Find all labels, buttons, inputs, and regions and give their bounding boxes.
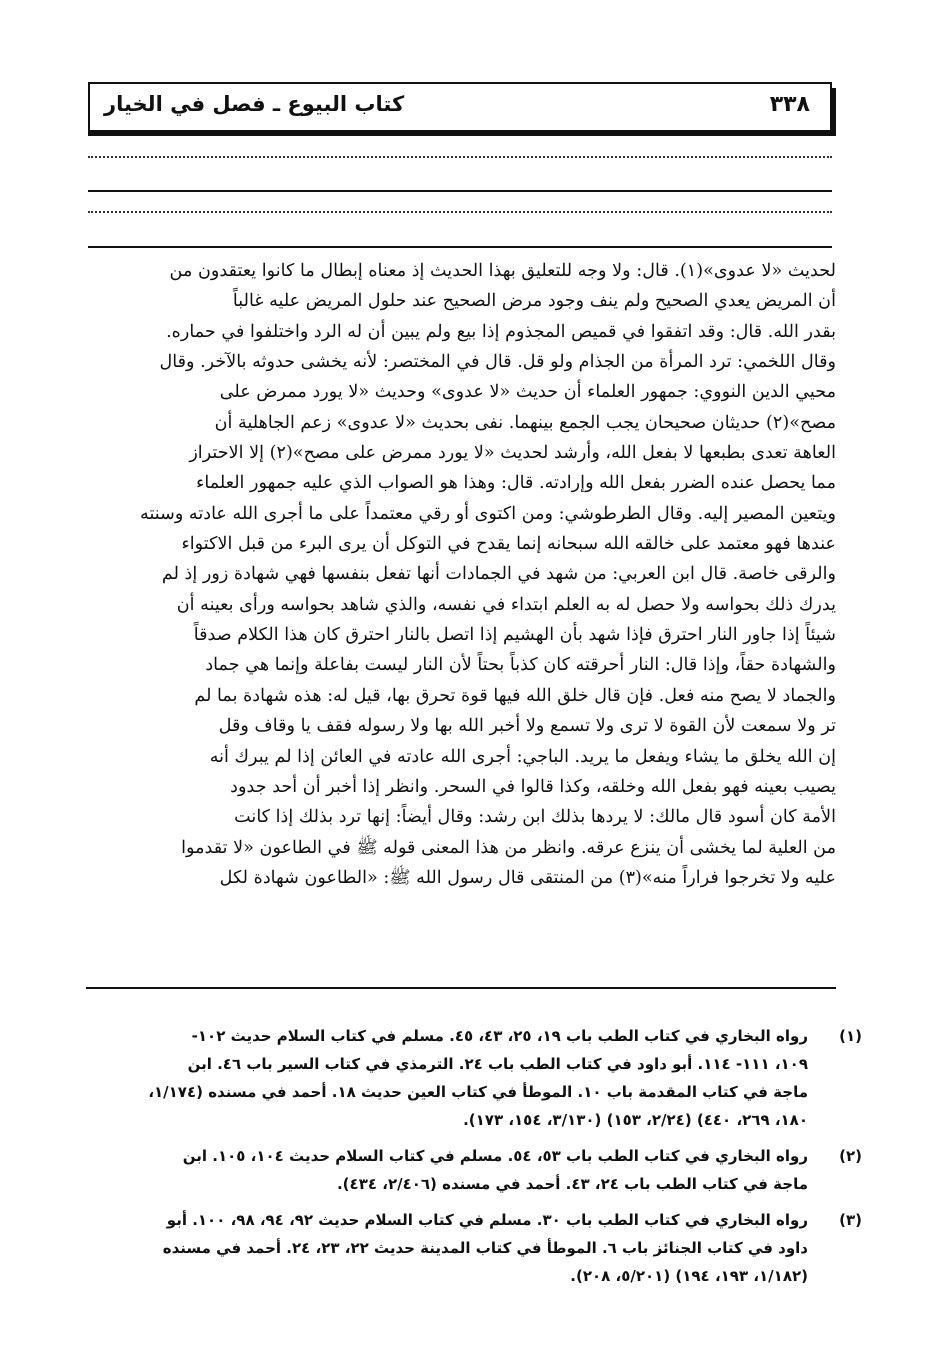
text-line: تر ولا سمعت لأن القوة لا ترى ولا تسمع ولا أخبر الله بها ولا رسوله فقف يا وقاف وقل	[218, 716, 836, 737]
footnotes	[86, 1022, 866, 1298]
footnote-line: داود في كتاب الجنائز باب ٦. الموطأ في كتاب المدينة حديث ٢٢، ٢٣، ٢٤. أحمد في مسنده	[162, 1239, 808, 1257]
page-header	[88, 82, 832, 132]
text-line: من العلية لما يخشى أن ينزع عرقه. وانظر من هذا المعنى قوله ﷺ في الطاعون «لا تقدموا	[181, 837, 836, 858]
dotted-line	[88, 211, 832, 213]
footnote-number: (٢)	[839, 1147, 862, 1165]
footnote-separator	[86, 987, 836, 989]
text-line: لحديث «لا عدوى»(١). قال: ولا وجه للتعليق بهذا الحديث إذ معناه إبطال ما كانوا يعتقدون من	[169, 261, 836, 281]
text-line: يصيب بعينه فهو بفعل الله وخلقه، وكذا قالوا في السحر. وانظر إذا أخبر أن أحد جدود	[230, 776, 836, 797]
text-line: محيي الدين النووي: جمهور العلماء أن حديث «لا عدوى» وحديث «لا يورد ممرض على	[219, 382, 836, 403]
footnote-text	[86, 1022, 808, 1134]
footnote-3	[86, 1206, 866, 1290]
text-line: مصح»(٢) حديثان صحيحان يجب الجمع بينهما. نفى بحديث «لا عدوى» زعم الجاهلية أن	[214, 412, 836, 433]
text-line: مما يحصل عنده الضرر بفعل الله وإرادته. قال: وهذا هو الصواب الذي عليه جمهور العلماء	[196, 473, 836, 494]
main-text	[86, 256, 836, 893]
footnote-number: (٣)	[839, 1211, 862, 1229]
text-line: شيئاً إذا جاور النار احترق فإذا شهد بأن الهشيم إذا اتصل بالنار احترق كان هذا الكلام صدقاً	[193, 625, 836, 646]
footnote-text	[86, 1142, 808, 1198]
text-line: والجماد لا يصح منه فعل. فإن قال خلق الله فيها قوة تحرق بها، قيل له: هذه شهادة بما لم	[194, 685, 836, 706]
text-line: والرقى خاصة. قال ابن العربي: من شهد في الجمادات أنها تفعل بنفسها فهي شهادة زور إذ لم	[161, 564, 836, 585]
dotted-line	[88, 156, 832, 158]
page-number: ٣٣٨	[769, 92, 810, 117]
footnote-line: رواه البخاري في كتاب الطب باب ٥٣، ٥٤. مسلم في كتاب السلام حديث ١٠٤، ١٠٥. ابن	[182, 1147, 808, 1165]
footnote-line: ١٨٠، ٢٦٩، ٤٤٠) (٢/٢٤، ١٥٣) (٣/١٣٠، ١٥٤، ١٧٣).	[463, 1111, 808, 1129]
text-line: عندها فهو معتمد على خالقه الله سبحانه إنما يقدح في التوكل أن يرى البرء من قبل الاكتواء	[181, 534, 836, 555]
footnote-line: رواه البخاري في كتاب الطب باب ١٩، ٢٥، ٤٣، ٤٥. مسلم في كتاب السلام حديث ١٠٢-	[191, 1027, 808, 1045]
text-line: بقدر الله. قال: وقد اتفقوا في قميص المجذوم إذا بيع ولم يبين أن له الرد واختلفوا في حماره.	[166, 321, 836, 342]
running-title: كتاب البيوع ـ فصل في الخيار	[104, 92, 405, 116]
footnote-line: ماجة في كتاب الطب باب ٢٤، ٤٣. أحمد في مسنده (٢/٤٠٦، ٤٣٤).	[336, 1175, 808, 1193]
footnote-1	[86, 1022, 866, 1134]
footnote-line: رواه البخاري في كتاب الطب باب ٣٠. مسلم في كتاب السلام حديث ٩٢، ٩٤، ٩٨، ١٠٠. أبو	[166, 1211, 808, 1229]
text-line: الأمة كان أسود قال مالك: لا يردها بذلك ابن رشد: وقال أيضاً: إنها ترد بذلك إذا كانت	[234, 807, 836, 828]
footnote-text	[86, 1206, 808, 1290]
horizontal-rule	[88, 190, 832, 192]
text-line: العاهة تعدى بطبعها لا بفعل الله، وأرشد لحديث «لا يورد ممرض على مصح»(٢) إلا الاحتراز	[189, 443, 836, 464]
horizontal-rule	[88, 246, 832, 248]
text-line: وقال اللخمي: ترد المرأة من الجذام ولو قل. قال في المختصر: لأنه يخشى حدوثه بالآخر. وقال	[159, 352, 836, 373]
footnote-line: ١٠٩، ١١١- ١١٤. أبو داود في كتاب الطب باب ٢٤. الترمذي في كتاب السير باب ٤٦. ابن	[187, 1055, 808, 1073]
text-line: عليه ولا تخرجوا فراراً منه»(٣) من المنتقى قال رسول الله ﷺ: «الطاعون شهادة لكل	[219, 867, 836, 888]
footnote-line: ماجة في كتاب المقدمة باب ١٠. الموطأ في كتاب العين حديث ١٨. أحمد في مسنده (١/١٧٤،	[148, 1083, 808, 1101]
text-line: إن الله يخلق ما يشاء ويفعل ما يريد. الباجي: أجرى الله عادته في العائن إذا لم يبرك أنه	[209, 746, 836, 767]
footnote-number: (١)	[839, 1027, 862, 1045]
text-line: ويتعين المصير إليه. وقال الطرطوشي: ومن اكتوى أو رقي معتمداً على ما أجرى الله عادته وسنته	[140, 503, 836, 524]
footnote-2	[86, 1142, 866, 1198]
text-line: أن المريض يعدي الصحيح ولم ينف وجود مرض الصحيح عند حلول المريض عليه غالباً	[232, 291, 836, 312]
footnote-line: (١/١٨٢، ١٩٣، ١٩٤) (٥/٢٠١، ٢٠٨).	[570, 1267, 808, 1285]
text-line: يدرك ذلك بحواسه ولا حصل له به العلم ابتداء في نفسه، والذي شاهد بحواسه ورأى بعينه أن	[176, 594, 836, 615]
text-line: والشهادة حقاً، وإذا قال: النار أحرقته كان كذباً بحتاً لأن النار ليست بفاعلة وإنما هي جماد	[205, 655, 836, 676]
